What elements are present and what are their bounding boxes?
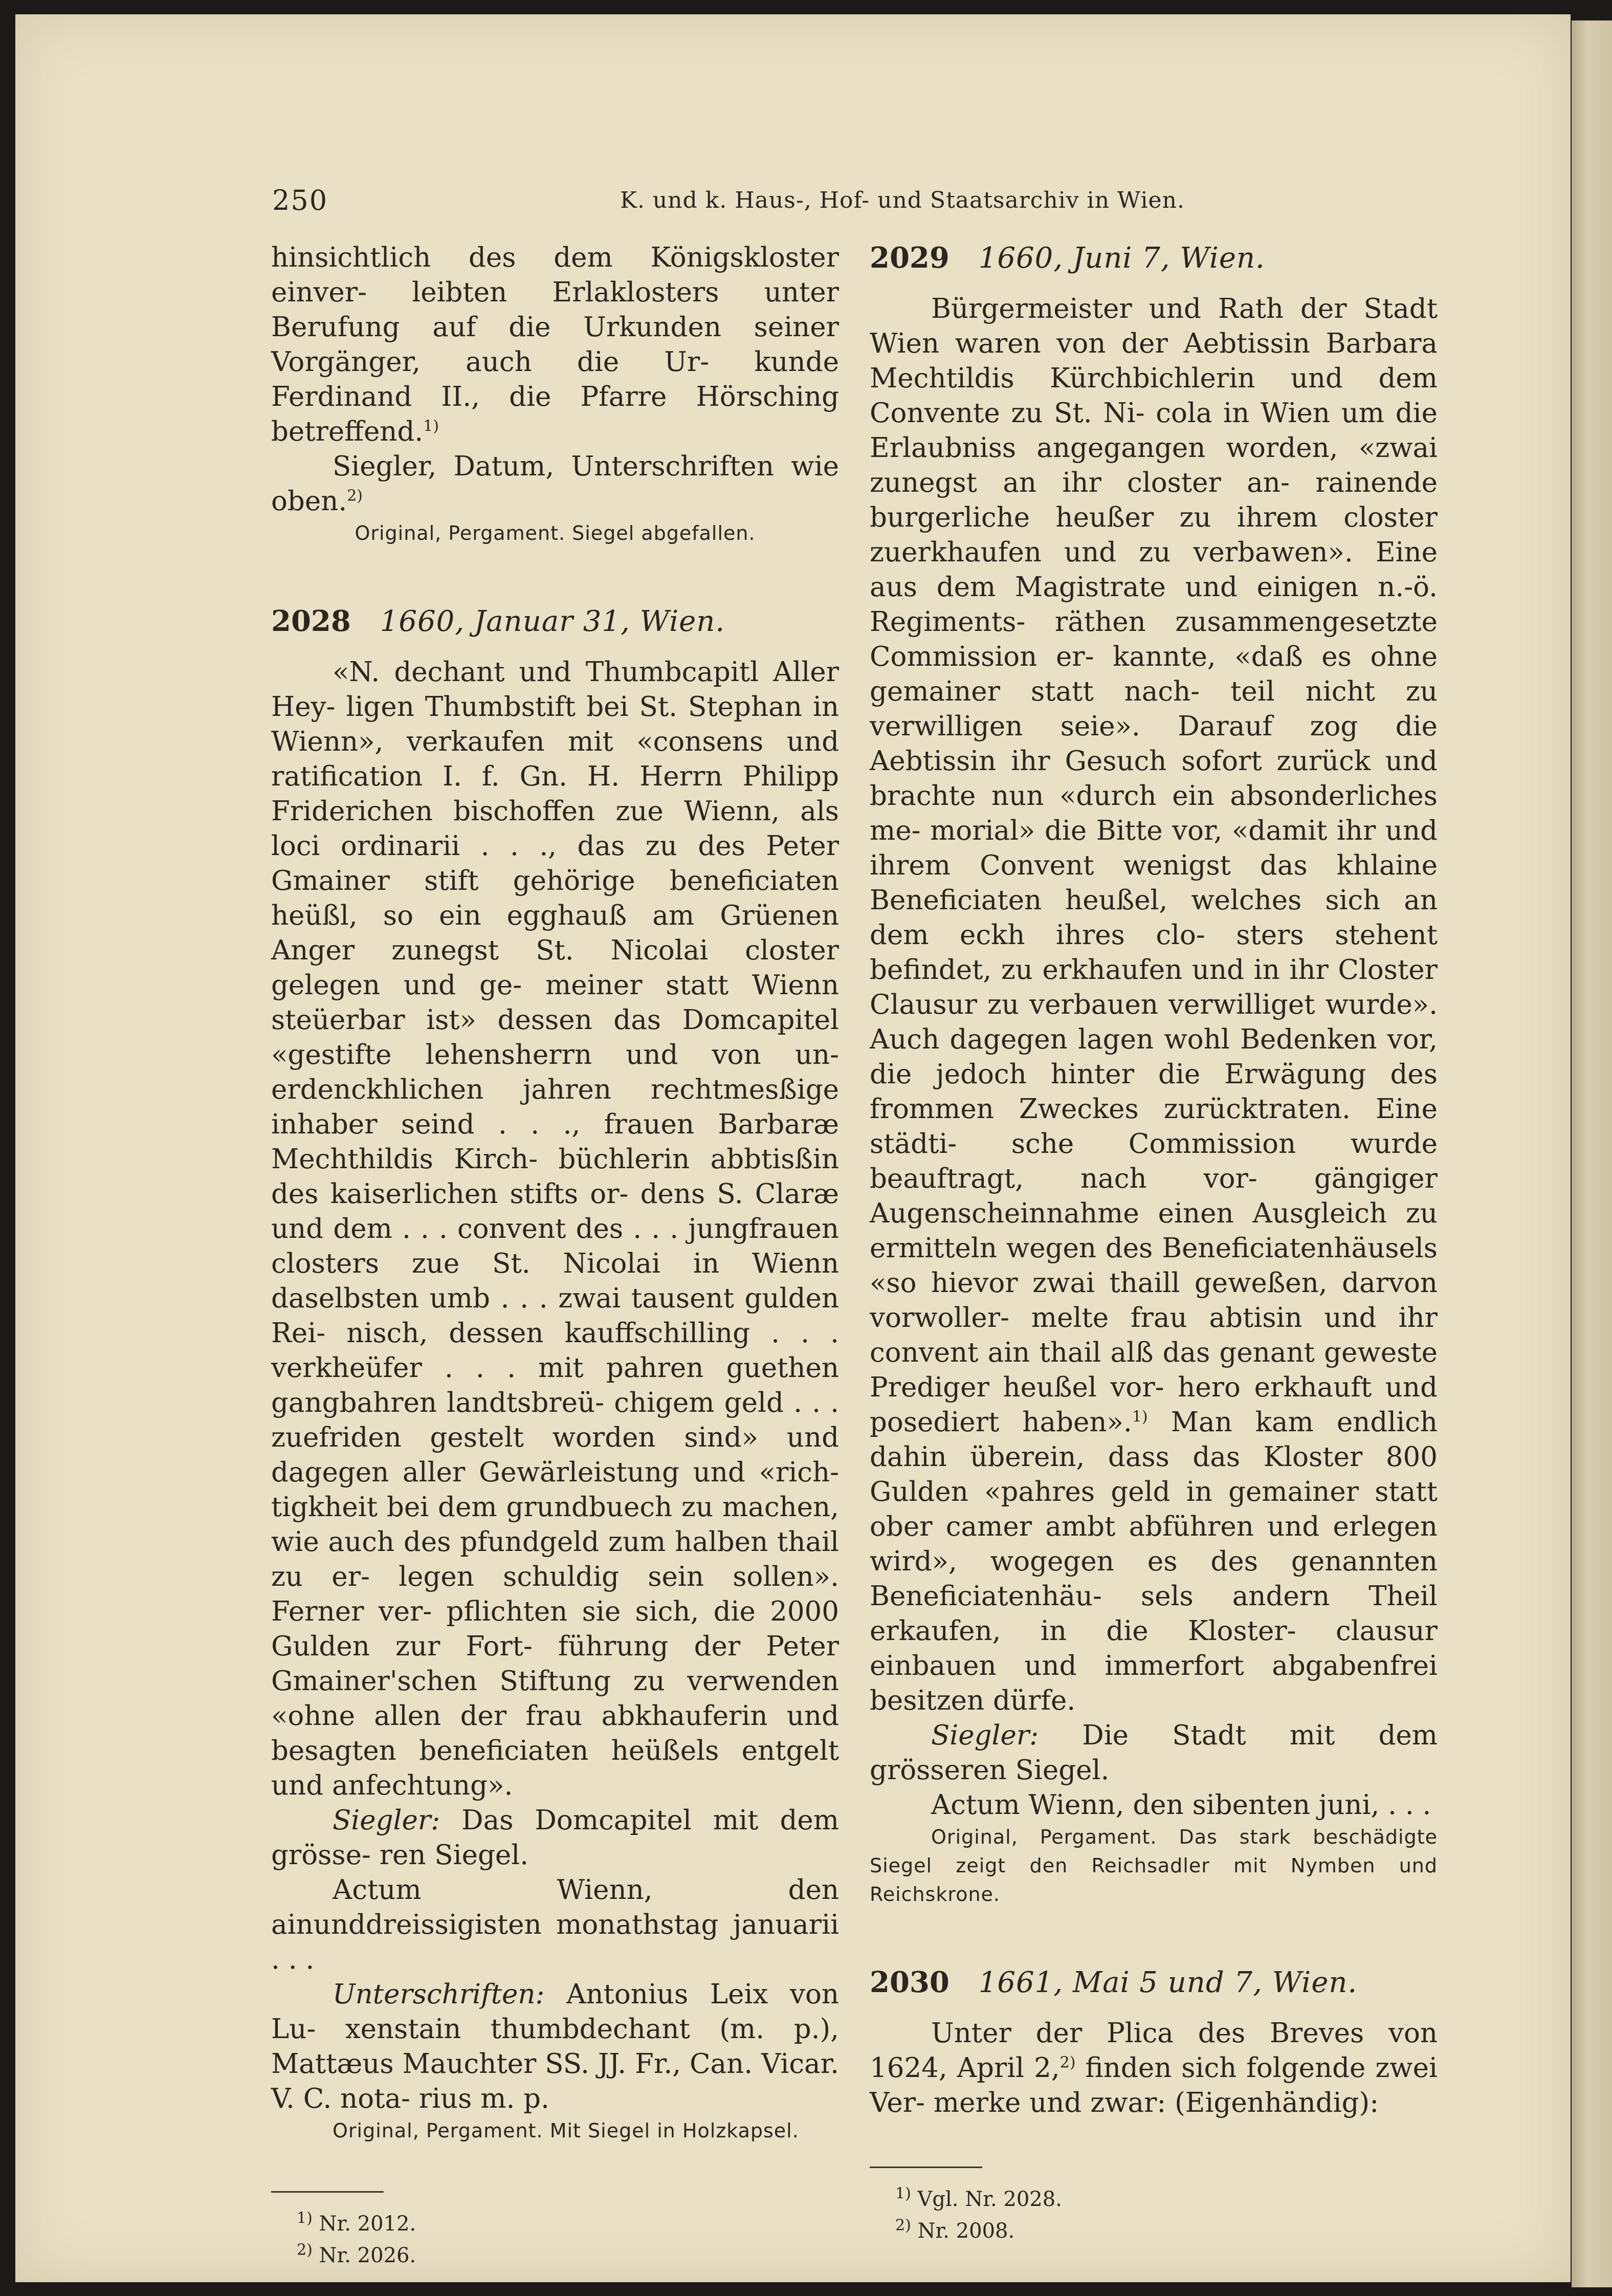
page-header — [272, 184, 1428, 225]
facing-page-edge — [1572, 20, 1612, 2287]
footnote: $^{2)}$ Nr. 2026. — [297, 2241, 416, 2267]
entry-heading-2029 — [870, 240, 1438, 276]
footnote: $^{2)}$ Nr. 2008. — [895, 2216, 1015, 2243]
entry-number: 2030 — [870, 1965, 949, 1999]
entry-date: 1660, Juni 7, Wien. — [978, 242, 1265, 275]
footnote: $^{1)}$ Vgl. Nr. 2028. — [895, 2184, 1062, 2211]
entry-heading-2030 — [870, 1965, 1438, 2001]
footnote-ref[interactable]: 1) — [423, 417, 439, 435]
footnotes — [271, 2191, 839, 2271]
actum-line: Actum Wienn, den ainunddreissigisten monathstag januarii . . . — [271, 1874, 839, 1975]
entry-date: 1661, Mai 5 und 7, Wien. — [978, 1966, 1358, 1999]
sealer-line: Siegler: Die Stadt mit dem grösseren Siegel. — [870, 1720, 1438, 1786]
signatures-line: Unterschriften: Antonius Leix von Lu- xenstain thumbdechant (m. p.), Mattæus Mauchter SS. JJ. Fr., Can. Vicar. V. C. nota- rius m. p. — [271, 1979, 839, 2114]
source-note: Original, Pergament. Mit Siegel in Holzkapsel. — [333, 2119, 799, 2142]
footnote-rule — [271, 2191, 384, 2193]
entry-body: «N. dechant und Thumbcapitl Aller Hey- ligen Thumbstift bei St. Stephan in Wienn», verkaufen mit «consens und ratification I. f. Gn. H. Herrn Philipp Friderichen bischoffen zue Wienn, als loci ordinarii . . ., das zu des Peter Gmainer stift gehörige beneficiaten heüßl, so ein egghauß am Grüenen Anger zunegst St. Nicolai closter gelegen und ge- meiner statt Wienn steüerbar ist» dessen das Domcapitel «gestifte lehensherrn und von un- erdenckhlichen jahren rechtmesßige inhaber seind . . ., frauen Barbaræ Mechthildis Kirch- büchlerin abbtisßin des kaiserlichen stifts or- dens S. Claræ und dem . . . convent des . . . jungfrauen closters zue St. Nicolai in Wienn daselbsten umb . . . zwai tausent gulden Rei- nisch, dessen kauffschilling . . . verkheüfer . . . mit pahren guethen gangbahren landtsbreü- chigem geld . . . zuefriden gestelt worden sind» und dagegen aller Gewärleistung und «rich- tigkheit bei dem grundbuech zu machen, wie auch des pfundgeld zum halben thail zu er- legen schuldig sein sollen». Ferner ver- pflichten sie sich, die 2000 Gulden zur Fort- führung der Peter Gmainer'schen Stiftung zu verwenden «ohne allen der frau abkhauferin und besagten beneficiaten heüßels entgelt und anfechtung». — [271, 657, 839, 1801]
sealers-paragraph: Siegler, Datum, Unterschriften wie oben.$^{2)}$ — [271, 451, 839, 517]
entry-date: 1660, Januar 31, Wien. — [380, 605, 725, 638]
left-column — [271, 240, 839, 2271]
entry-number: 2029 — [870, 241, 949, 275]
actum-line: Actum Wienn, den sibenten juni, . . . — [931, 1789, 1431, 1821]
footnote: $^{1)}$ Nr. 2012. — [297, 2209, 416, 2236]
page-number: 250 — [272, 184, 328, 216]
source-note: Original, Pergament. Das stark beschädigte Siegel zeigt den Reichsadler mit Nymben und Reichskrone. — [870, 1826, 1438, 1906]
entry-body: Bürgermeister und Rath der Stadt Wien waren von der Aebtissin Barbara Mechtildis Kürchbichlerin und dem Convente zu St. Ni- cola in Wien um die Erlaubniss angegangen worden, «zwai zunegst an ihr closter an- rainende burgerliche heußer zu ihrem closter zuerkhaufen und zu verbawen». Eine aus dem Magistrate und einigen n.-ö. Regiments- räthen zusammengesetzte Commission er- kannte, «daß es ohne gemainer statt nach- teil nicht zu verwilligen seie». Darauf zog die Aebtissin ihr Gesuch sofort zurück und brachte nun «durch ein absonderliches me- morial» die Bitte vor, «damit ihr und ihrem Convent wenigst das khlaine Beneficiaten heußel, welches sich an dem eckh ihres clo- sters stehent befindet, zu erkhaufen und in ihr Closter Clausur zu verbauen verwilliget wurde». Auch dagegen lagen wohl Bedenken vor, die jedoch hinter die Erwägung des frommen Zweckes zurücktraten. Eine städti- sche Commission wurde beauftragt, nach vor- gängiger Augenscheinnahme einen Ausgleich zu ermitteln wegen des Beneficiatenhäusels «so hievor zwai thaill geweßen, darvon vorwoller- melte frau abtisin und ihr convent ain thail alß das genant geweste Prediger heußel vor- hero erkhauft und posediert haben».$^{1)}$ Man kam endlich dahin überein, dass das Kloster 800 Gulden «pahres geld in gemainer statt ober camer ambt abführen und erlegen wird», wogegen es des genannten Beneficiatenhäu- sels andern Theil erkaufen, in die Kloster- clausur einbauen und immerfort abgabenfrei besitzen dürfe. — [870, 293, 1438, 1716]
footnotes — [870, 2167, 1438, 2247]
entry-heading-2028 — [271, 604, 839, 640]
footnote-ref[interactable]: 2) — [1059, 2053, 1076, 2072]
footnote-rule — [870, 2167, 982, 2168]
footnote-ref[interactable]: 2) — [347, 487, 363, 505]
entry-number: 2028 — [271, 604, 351, 638]
sealer-line: Siegler: Das Domcapitel mit dem grösse- ren Siegel. — [271, 1805, 839, 1871]
entry-body: Unter der Plica des Breves von 1624, April 2,$^{2)}$ finden sich folgende zwei Ver- merke und zwar: (Eigenhändig): — [870, 2018, 1438, 2118]
running-title: K. und k. Haus-, Hof- und Staatsarchiv in Wien. — [620, 187, 1185, 213]
right-column — [870, 240, 1438, 2247]
continuation-paragraph: hinsichtlich des dem Königskloster einver- leibten Erlaklosters unter Berufung auf die Urkunden seiner Vorgänger, auch die Ur- kunde Ferdinand II., die Pfarre Hörsching betreffend.$^{1)}$ — [271, 242, 839, 447]
footnote-ref[interactable]: 1) — [1132, 1408, 1148, 1426]
source-note: Original, Pergament. Siegel abgefallen. — [355, 522, 756, 544]
